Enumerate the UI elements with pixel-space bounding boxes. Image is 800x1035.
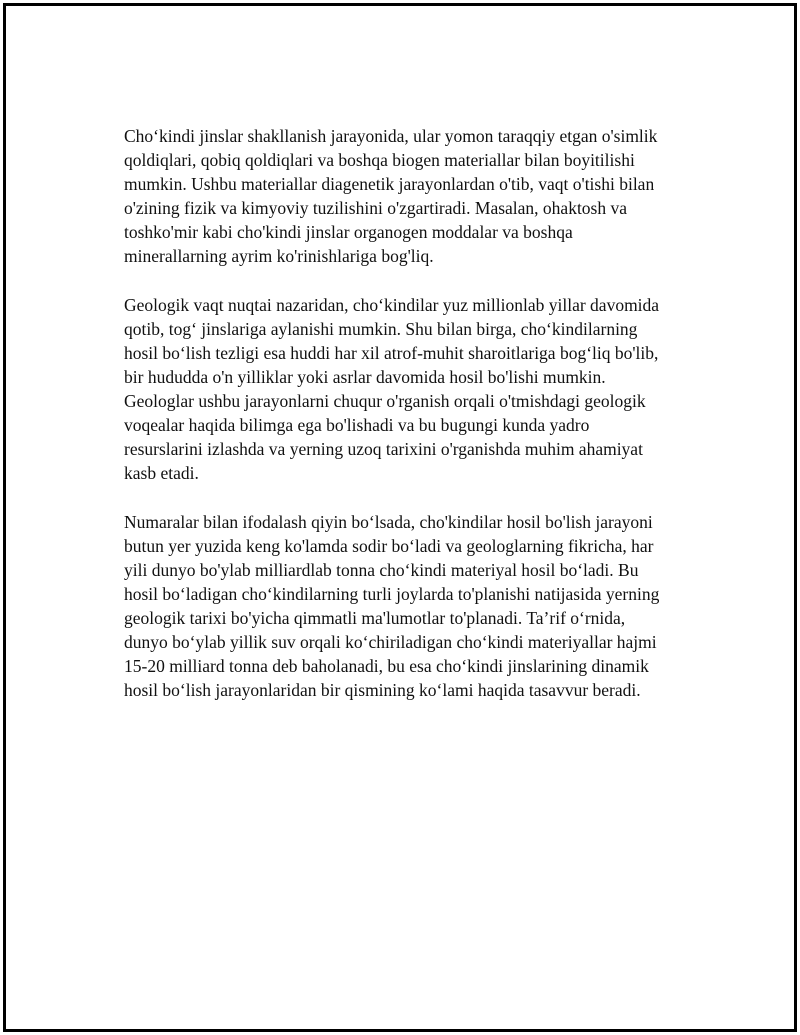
paragraph-1-line-3: mumkin. Ushbu materiallar diagenetik jarayonlardan o'tib, vaqt o'tishi bilan: [124, 174, 655, 195]
paragraph-3-line-3: yili dunyo bo'ylab milliardlab tonna cho‘kindi materiyal hosil bo‘ladi. Bu: [124, 559, 639, 580]
paragraph-3-line-6: dunyo bo‘ylab yillik suv orqali ko‘chiriladigan cho‘kindi materiyallar hajmi: [124, 631, 657, 652]
paragraph-3-line-7: 15-20 milliard tonna deb baholanadi, bu esa cho‘kindi jinslarining dinamik: [124, 656, 649, 677]
paragraph-1-line-5: toshko'mir kabi cho'kindi jinslar organogen moddalar va boshqa: [124, 222, 573, 243]
paragraph-2-line-2: qotib, tog‘ jinslariga aylanishi mumkin. Shu bilan birga, cho‘kindilarning: [124, 318, 638, 339]
paragraph-2-line-5: Geologlar ushbu jarayonlarni chuqur o'rganish orqali o'tmishdagi geologik: [124, 391, 646, 412]
paragraph-2-line-1: Geologik vaqt nuqtai nazaridan, cho‘kindilar yuz millionlab yillar davomida: [124, 294, 660, 315]
paragraph-3-line-5: geologik tarixi bo'yicha qimmatli ma'lumotlar to'planadi. Ta’rif o‘rnida,: [124, 607, 626, 628]
paragraph-3-line-8: hosil bo‘lish jarayonlaridan bir qismining ko‘lami haqida tasavvur beradi.: [124, 680, 641, 701]
paragraph-2-line-4: bir hududda o'n yilliklar yoki asrlar davomida hosil bo'lishi mumkin.: [124, 366, 606, 387]
paragraph-2-line-7: resurslarini izlashda va yerning uzoq tarixini o'rganishda muhim ahamiyat: [124, 439, 643, 460]
paragraph-2-line-3: hosil bo‘lish tezligi esa huddi har xil atrof-muhit sharoitlariga bog‘liq bo'lib,: [124, 342, 659, 363]
paragraph-1: [124, 124, 699, 269]
paragraph-3-line-4: hosil bo‘ladigan cho‘kindilarning turli joylarda to'planishi natijasida yerning: [124, 583, 660, 604]
paragraph-2: [124, 293, 699, 486]
paragraph-1-line-6: minerallarning ayrim ko'rinishlariga bog'liq.: [124, 246, 434, 267]
paragraph-2-line-6: voqealar haqida bilimga ega bo'lishadi va bu bugungi kunda yadro: [124, 415, 590, 436]
document-body: [124, 124, 699, 726]
page-frame: [3, 3, 797, 1032]
paragraph-1-line-2: qoldiqlari, qobiq qoldiqlari va boshqa biogen materiallar bilan boyitilishi: [124, 150, 635, 171]
paragraph-3-line-2: butun yer yuzida keng ko'lamda sodir bo‘ladi va geologlarning fikricha, har: [124, 535, 654, 556]
paragraph-2-line-8: kasb etadi.: [124, 463, 199, 484]
paragraph-3: [124, 510, 699, 703]
paragraph-3-line-1: Numaralar bilan ifodalash qiyin bo‘lsada, cho'kindilar hosil bo'lish jarayoni: [124, 511, 653, 532]
paragraph-1-line-4: o'zining fizik va kimyoviy tuzilishini o'zgartiradi. Masalan, ohaktosh va: [124, 198, 628, 219]
paragraph-1-line-1: Cho‘kindi jinslar shakllanish jarayonida, ular yomon taraqqiy etgan o'simlik: [124, 126, 658, 146]
